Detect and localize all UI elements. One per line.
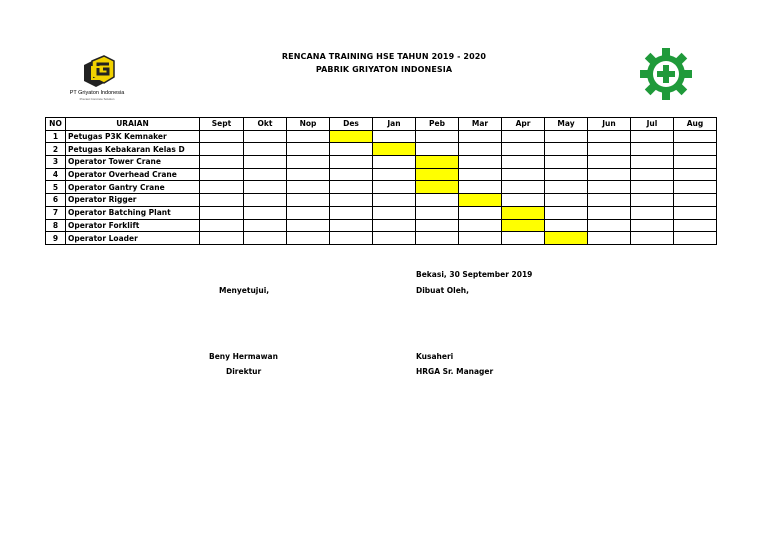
header-month: Aug [674,118,717,131]
place-date: Bekasi, 30 September 2019 [416,270,533,279]
table-header-row [46,118,717,131]
month-cell [244,181,287,194]
approver-title: Direktur [226,367,262,376]
header-month: Mar [459,118,502,131]
month-cell [459,156,502,169]
month-cell [545,219,588,232]
training-schedule-table [45,117,717,245]
table-row [46,219,717,232]
maker-name: Kusaheri [416,352,454,361]
scheduled-month-cell [416,181,459,194]
row-number: 3 [46,156,66,169]
title-line-1: RENCANA TRAINING HSE TAHUN 2019 - 2020 [281,52,487,61]
table-row [46,130,717,143]
month-cell [200,194,244,207]
month-cell [416,232,459,245]
header-month: Des [330,118,373,131]
month-cell [502,168,545,181]
month-cell [545,206,588,219]
month-cell [244,130,287,143]
table-row [46,232,717,245]
company-name: PT Griyaton Indonesia [69,90,125,96]
month-cell [545,156,588,169]
scheduled-month-cell [416,156,459,169]
month-cell [200,181,244,194]
header-month: Jan [373,118,416,131]
month-cell [502,156,545,169]
month-cell [373,156,416,169]
month-cell [502,181,545,194]
scheduled-month-cell [373,143,416,156]
table-row [46,194,717,207]
row-number: 1 [46,130,66,143]
month-cell [588,168,631,181]
month-cell [502,194,545,207]
month-cell [200,232,244,245]
month-cell [416,130,459,143]
green-gear-cross-icon [640,48,692,100]
month-cell [330,232,373,245]
month-cell [674,219,717,232]
row-description: Operator Rigger [66,194,200,207]
month-cell [502,143,545,156]
header-month: Jul [631,118,674,131]
month-cell [502,232,545,245]
month-cell [459,181,502,194]
month-cell [588,206,631,219]
month-cell [330,219,373,232]
month-cell [244,143,287,156]
month-cell [373,181,416,194]
month-cell [330,194,373,207]
month-cell [631,143,674,156]
month-cell [631,156,674,169]
month-cell [459,130,502,143]
scheduled-month-cell [502,219,545,232]
month-cell [631,130,674,143]
month-cell [674,130,717,143]
row-number: 7 [46,206,66,219]
month-cell [674,194,717,207]
month-cell [588,232,631,245]
month-cell [631,168,674,181]
header-month: Nop [287,118,330,131]
table-body [46,130,717,244]
scheduled-month-cell [502,206,545,219]
header-month: Apr [502,118,545,131]
month-cell [631,232,674,245]
month-cell [674,156,717,169]
month-cell [287,156,330,169]
approved-label: Menyetujui, [219,286,270,295]
month-cell [373,130,416,143]
row-number: 4 [46,168,66,181]
month-cell [244,194,287,207]
month-cell [200,219,244,232]
month-cell [373,232,416,245]
row-number: 5 [46,181,66,194]
scheduled-month-cell [330,130,373,143]
month-cell [416,143,459,156]
company-logo-g-icon [62,55,142,91]
month-cell [588,194,631,207]
month-cell [287,143,330,156]
month-cell [287,232,330,245]
month-cell [416,194,459,207]
month-cell [373,206,416,219]
scheduled-month-cell [459,194,502,207]
table-row [46,143,717,156]
month-cell [287,181,330,194]
month-cell [287,168,330,181]
month-cell [631,219,674,232]
row-description: Operator Overhead Crane [66,168,200,181]
month-cell [674,206,717,219]
row-number: 9 [46,232,66,245]
month-cell [459,219,502,232]
header-no: NO [46,118,66,131]
month-cell [416,206,459,219]
header-month: Peb [416,118,459,131]
approver-name: Beny Hermawan [209,352,278,361]
month-cell [200,130,244,143]
month-cell [244,232,287,245]
row-description: Petugas P3K Kemnaker [66,130,200,143]
month-cell [588,143,631,156]
month-cell [545,130,588,143]
scheduled-month-cell [545,232,588,245]
month-cell [459,168,502,181]
month-cell [674,232,717,245]
month-cell [631,194,674,207]
month-cell [674,181,717,194]
month-cell [588,156,631,169]
month-cell [330,143,373,156]
header-uraian: URAIAN [66,118,200,131]
month-cell [373,194,416,207]
header-month: May [545,118,588,131]
made-by-label: Dibuat Oleh, [416,286,469,295]
row-number: 2 [46,143,66,156]
month-cell [287,206,330,219]
maker-title: HRGA Sr. Manager [416,367,494,376]
row-description: Operator Gantry Crane [66,181,200,194]
month-cell [287,194,330,207]
month-cell [631,181,674,194]
month-cell [200,143,244,156]
month-cell [200,206,244,219]
month-cell [373,219,416,232]
month-cell [330,156,373,169]
month-cell [373,168,416,181]
table-row [46,168,717,181]
header-month: Jun [588,118,631,131]
month-cell [459,232,502,245]
month-cell [200,156,244,169]
row-number: 8 [46,219,66,232]
month-cell [545,181,588,194]
month-cell [631,206,674,219]
month-cell [545,143,588,156]
month-cell [244,206,287,219]
month-cell [459,143,502,156]
month-cell [287,219,330,232]
month-cell [244,168,287,181]
company-tagline: Precast Concrete Solution [79,97,115,101]
month-cell [459,206,502,219]
title-line-2: PABRIK GRIYATON INDONESIA [315,65,453,74]
month-cell [502,130,545,143]
month-cell [545,194,588,207]
month-cell [244,219,287,232]
month-cell [588,181,631,194]
month-cell [244,156,287,169]
row-description: Operator Batching Plant [66,206,200,219]
month-cell [287,130,330,143]
header-month: Sept [200,118,244,131]
month-cell [588,219,631,232]
month-cell [674,168,717,181]
month-cell [416,219,459,232]
month-cell [588,130,631,143]
table-row [46,206,717,219]
month-cell [330,181,373,194]
header-month: Okt [244,118,287,131]
month-cell [674,143,717,156]
month-cell [330,206,373,219]
row-description: Operator Loader [66,232,200,245]
row-description: Operator Forklift [66,219,200,232]
table-row [46,156,717,169]
scheduled-month-cell [416,168,459,181]
row-description: Petugas Kebakaran Kelas D [66,143,200,156]
month-cell [200,168,244,181]
row-number: 6 [46,194,66,207]
month-cell [545,168,588,181]
month-cell [330,168,373,181]
row-description: Operator Tower Crane [66,156,200,169]
table-row [46,181,717,194]
